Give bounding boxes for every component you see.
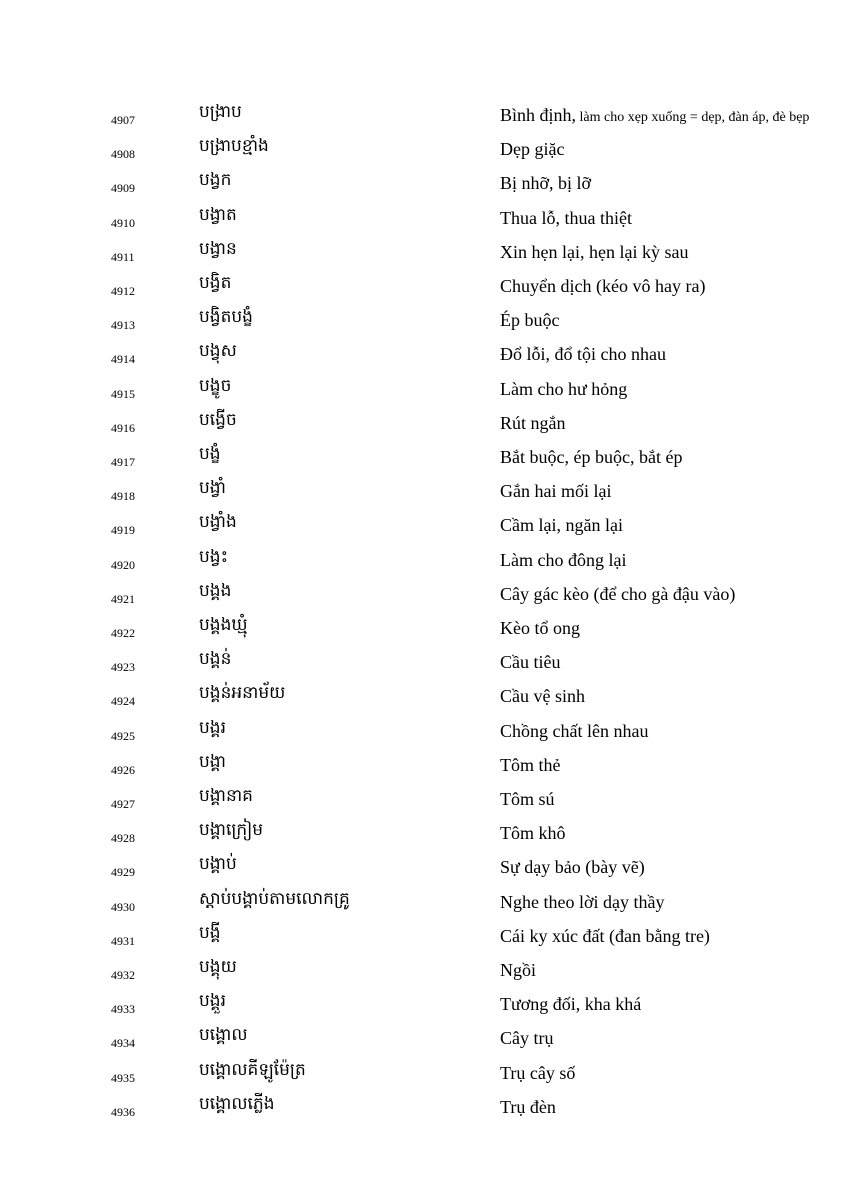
khmer-term: បង្ខូច [199,375,232,396]
definition-text: Tôm khô [500,823,566,844]
vietnamese-definition [500,788,555,810]
dictionary-entry [0,169,848,203]
khmer-term: បង្គាប់ [199,854,237,875]
entry-number: 4911 [111,249,135,264]
entry-number: 4925 [111,728,135,743]
dictionary-entry [0,135,848,169]
definition-text: Bị nhỡ, bị lỡ [500,173,592,194]
definition-text: Kèo tổ ong [500,618,580,638]
dictionary-entry [0,853,848,887]
vietnamese-definition [500,275,705,297]
vietnamese-definition [500,583,735,605]
khmer-term: បង្ខំ [199,444,221,464]
definition-text: Ép buộc [500,310,560,331]
khmer-term: បង្គន់អនាម័យ [199,683,286,704]
definition-text: Tôm thẻ [500,754,561,775]
dictionary-entry [0,682,848,716]
definition-text: Cầu vệ sinh [500,686,585,707]
vietnamese-definition [500,343,666,365]
vietnamese-definition [500,1096,556,1118]
dictionary-entry [0,648,848,682]
definition-text: Xin hẹn lại, hẹn lại kỳ sau [500,241,689,262]
dictionary-entry [0,580,848,614]
entry-number: 4916 [111,420,135,435]
definition-text: Sự dạy bảo (bày vẽ) [500,857,645,878]
dictionary-entry [0,409,848,443]
khmer-term: បង្វិតបង្ខំ [199,307,253,328]
khmer-term: បង្គាក្រៀម [199,820,264,841]
dictionary-entry [0,340,848,374]
dictionary-entry [0,717,848,751]
khmer-term: បង្គួរ [199,991,226,1012]
vietnamese-definition [500,720,648,742]
definition-text: Đổ lỗi, đổ tội cho nhau [500,344,666,365]
vietnamese-definition [500,412,566,434]
vietnamese-definition [500,685,585,707]
entry-number: 4926 [111,762,135,777]
definition-text: Làm cho hư hỏng [500,378,628,399]
khmer-term: ស្តាប់បង្គាប់តាមលោកគ្រូ [199,888,350,909]
dictionary-entry [0,272,848,306]
entry-number: 4919 [111,523,135,538]
entry-number: 4927 [111,797,135,811]
khmer-term: បង្វិត [199,273,232,293]
definition-text: Rút ngắn [500,412,566,433]
definition-text: Làm cho đông lại [500,549,627,570]
definition-continuation: làm cho xẹp xuống = dẹp, đàn áp, đè bẹp [576,110,810,125]
dictionary-entry [0,1093,848,1127]
entry-number: 4920 [111,557,135,572]
dictionary-entry [0,101,848,135]
khmer-term: បង្វះ [199,546,229,567]
dictionary-entry [0,751,848,785]
vietnamese-definition [500,891,664,913]
entry-number: 4908 [111,147,135,162]
dictionary-entry [0,511,848,545]
entry-number: 4922 [111,626,135,640]
dictionary-entry [0,888,848,922]
dictionary-entry [0,306,848,340]
vietnamese-definition [500,378,627,400]
definition-text: Gắn hai mối lại [500,481,612,502]
definition-text: Chồng chất lên nhau [500,720,649,741]
khmer-term: បង្រាបខ្មាំង [199,136,269,157]
entry-number: 4918 [111,489,135,504]
definition-text: Cây trụ [500,1028,554,1049]
dictionary-entry [0,956,848,990]
vietnamese-definition [500,309,559,331]
entry-number: 4932 [111,968,135,982]
dictionary-entry [0,375,848,409]
khmer-term: បង្គានាគ [199,786,253,806]
entry-number: 4931 [111,933,135,948]
entry-number: 4930 [111,899,135,914]
entry-number: 4935 [111,1070,135,1085]
dictionary-entry [0,614,848,648]
entry-number: 4924 [111,694,135,709]
khmer-term: បង្វាន [199,238,237,259]
dictionary-entry [0,1059,848,1093]
definition-text: Cầm lại, ngăn lại [500,515,623,536]
entry-number: 4917 [111,455,135,469]
dictionary-entry [0,785,848,819]
dictionary-entry [0,1024,848,1058]
entry-number: 4913 [111,318,135,333]
definition-text: Trụ cây số [500,1062,576,1083]
entry-number: 4933 [111,1002,135,1017]
entry-number: 4921 [111,591,135,606]
vietnamese-definition [500,754,561,776]
dictionary-entry [0,819,848,853]
entry-number: 4929 [111,865,135,880]
entry-number: 4914 [111,352,135,367]
dictionary-entry [0,546,848,580]
entry-number: 4910 [111,215,135,230]
definition-text: Tôm sú [500,789,555,809]
khmer-term: បង្គោល [199,1025,248,1046]
definition-text: Dẹp giặc [500,139,565,160]
entry-number: 4934 [111,1036,135,1051]
dictionary-entry [0,238,848,272]
definition-text: Trụ đèn [500,1096,556,1117]
entry-number: 4909 [111,181,135,196]
vietnamese-definition [500,1027,554,1049]
khmer-term: បង្វាត [199,204,237,225]
entry-number: 4923 [111,660,135,675]
vietnamese-definition [500,446,682,468]
dictionary-entry [0,204,848,238]
vietnamese-definition [500,138,564,160]
vietnamese-definition [500,104,809,129]
khmer-term: បង្វាំ [199,478,226,499]
entry-number: 4912 [111,284,135,298]
vietnamese-definition [500,822,566,844]
vietnamese-definition [500,172,591,194]
entry-number: 4907 [111,113,135,127]
definition-text: Cầu tiêu [500,652,561,673]
entry-number: 4928 [111,831,135,846]
khmer-term: បង្គោលភ្លើង [199,1093,275,1114]
definition-text: Bình định, [500,105,577,125]
khmer-term: បង្គី [199,922,221,943]
vietnamese-definition [500,993,641,1015]
entry-number: 4936 [111,1104,135,1119]
dictionary-entry [0,477,848,511]
khmer-term: បង្គុយ [199,957,237,977]
vietnamese-definition [500,651,561,673]
vietnamese-definition [500,480,611,502]
vietnamese-definition [500,241,688,263]
khmer-term: បង្គា [199,751,226,772]
definition-text: Nghe theo lời dạy thầy [500,891,665,912]
khmer-term: បង្គោលគីឡូម៉ែត្រ [199,1059,306,1080]
definition-text: Thua lỗ, thua thiệt [500,207,632,228]
khmer-term: បង្វាំង [199,512,237,533]
khmer-term: បង្គង [199,580,232,601]
khmer-term: បង្វើច [199,409,237,430]
khmer-term: បង្វុស [199,341,237,362]
khmer-term: បង្វក [199,170,232,191]
definition-text: Chuyển dịch (kéo vô hay ra) [500,276,706,296]
entry-number: 4915 [111,386,135,401]
vietnamese-definition [500,549,626,571]
vietnamese-definition [500,1062,575,1084]
definition-text: Ngồi [500,960,536,980]
definition-text: Bắt buộc, ép buộc, bắt ép [500,447,683,467]
dictionary-entry [0,922,848,956]
vietnamese-definition [500,959,536,981]
dictionary-entry [0,443,848,477]
khmer-term: បង្គរ [199,717,226,738]
vietnamese-definition [500,617,580,639]
definition-text: Tương đối, kha khá [500,994,642,1015]
definition-text: Cây gác kèo (để cho gà đậu vào) [500,583,736,604]
khmer-term: បង្រាប [199,102,242,122]
vietnamese-definition [500,856,645,878]
khmer-term: បង្គងឃ្មុំ [199,615,248,635]
vietnamese-definition [500,207,632,229]
khmer-term: បង្គន់ [199,649,232,670]
vietnamese-definition [500,925,710,947]
definition-text: Cái ky xúc đất (đan bằng tre) [500,925,710,946]
dictionary-entry [0,990,848,1024]
vietnamese-definition [500,514,623,536]
